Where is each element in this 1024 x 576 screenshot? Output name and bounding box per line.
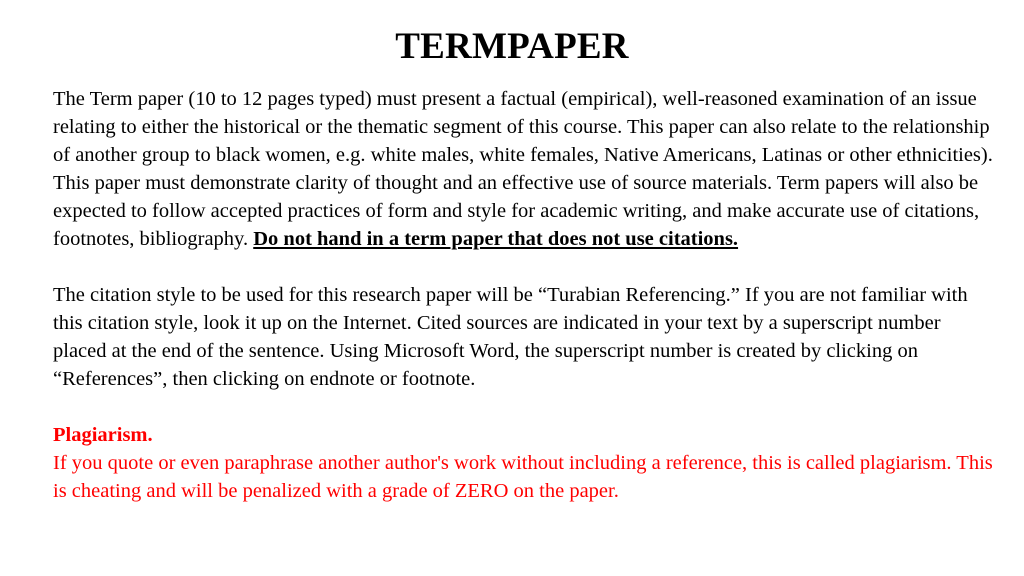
plagiarism-section bbox=[53, 421, 993, 505]
plagiarism-heading: Plagiarism. bbox=[53, 424, 153, 446]
term-paper-paragraph bbox=[53, 85, 993, 253]
term-paper-text: The Term paper (10 to 12 pages typed) must present a factual (empirical), well-reasoned examination of an issue relating to either the historical or the thematic segment of this course. This paper can also relate to the relationship of another group to black women, e.g. white males, white females, Native Americans, Latinas or other ethnicities). This paper must demonstrate clarity of thought and an effective use of source materials. Term papers will also be expected to follow accepted practices of form and style for academic writing, and make accurate use of citations, footnotes, bibliography. bbox=[53, 88, 993, 250]
citation-style-paragraph: The citation style to be used for this research paper will be “Turabian Referencing.” If you are not familiar with this citation style, look it up on the Internet. Cited sources are indicated in your text by a superscript number placed at the end of the sentence. Using Microsoft Word, the superscript number is created by clicking on “References”, then clicking on endnote or footnote. bbox=[53, 284, 968, 390]
slide-body bbox=[53, 85, 993, 505]
page-title: TERMPAPER bbox=[395, 26, 629, 67]
citation-requirement-emphasis: Do not hand in a term paper that does not use citations. bbox=[253, 228, 739, 250]
plagiarism-text: If you quote or even paraphrase another author's work without including a reference, this is called plagiarism. This is cheating and will be penalized with a grade of ZERO on the paper. bbox=[53, 452, 993, 502]
